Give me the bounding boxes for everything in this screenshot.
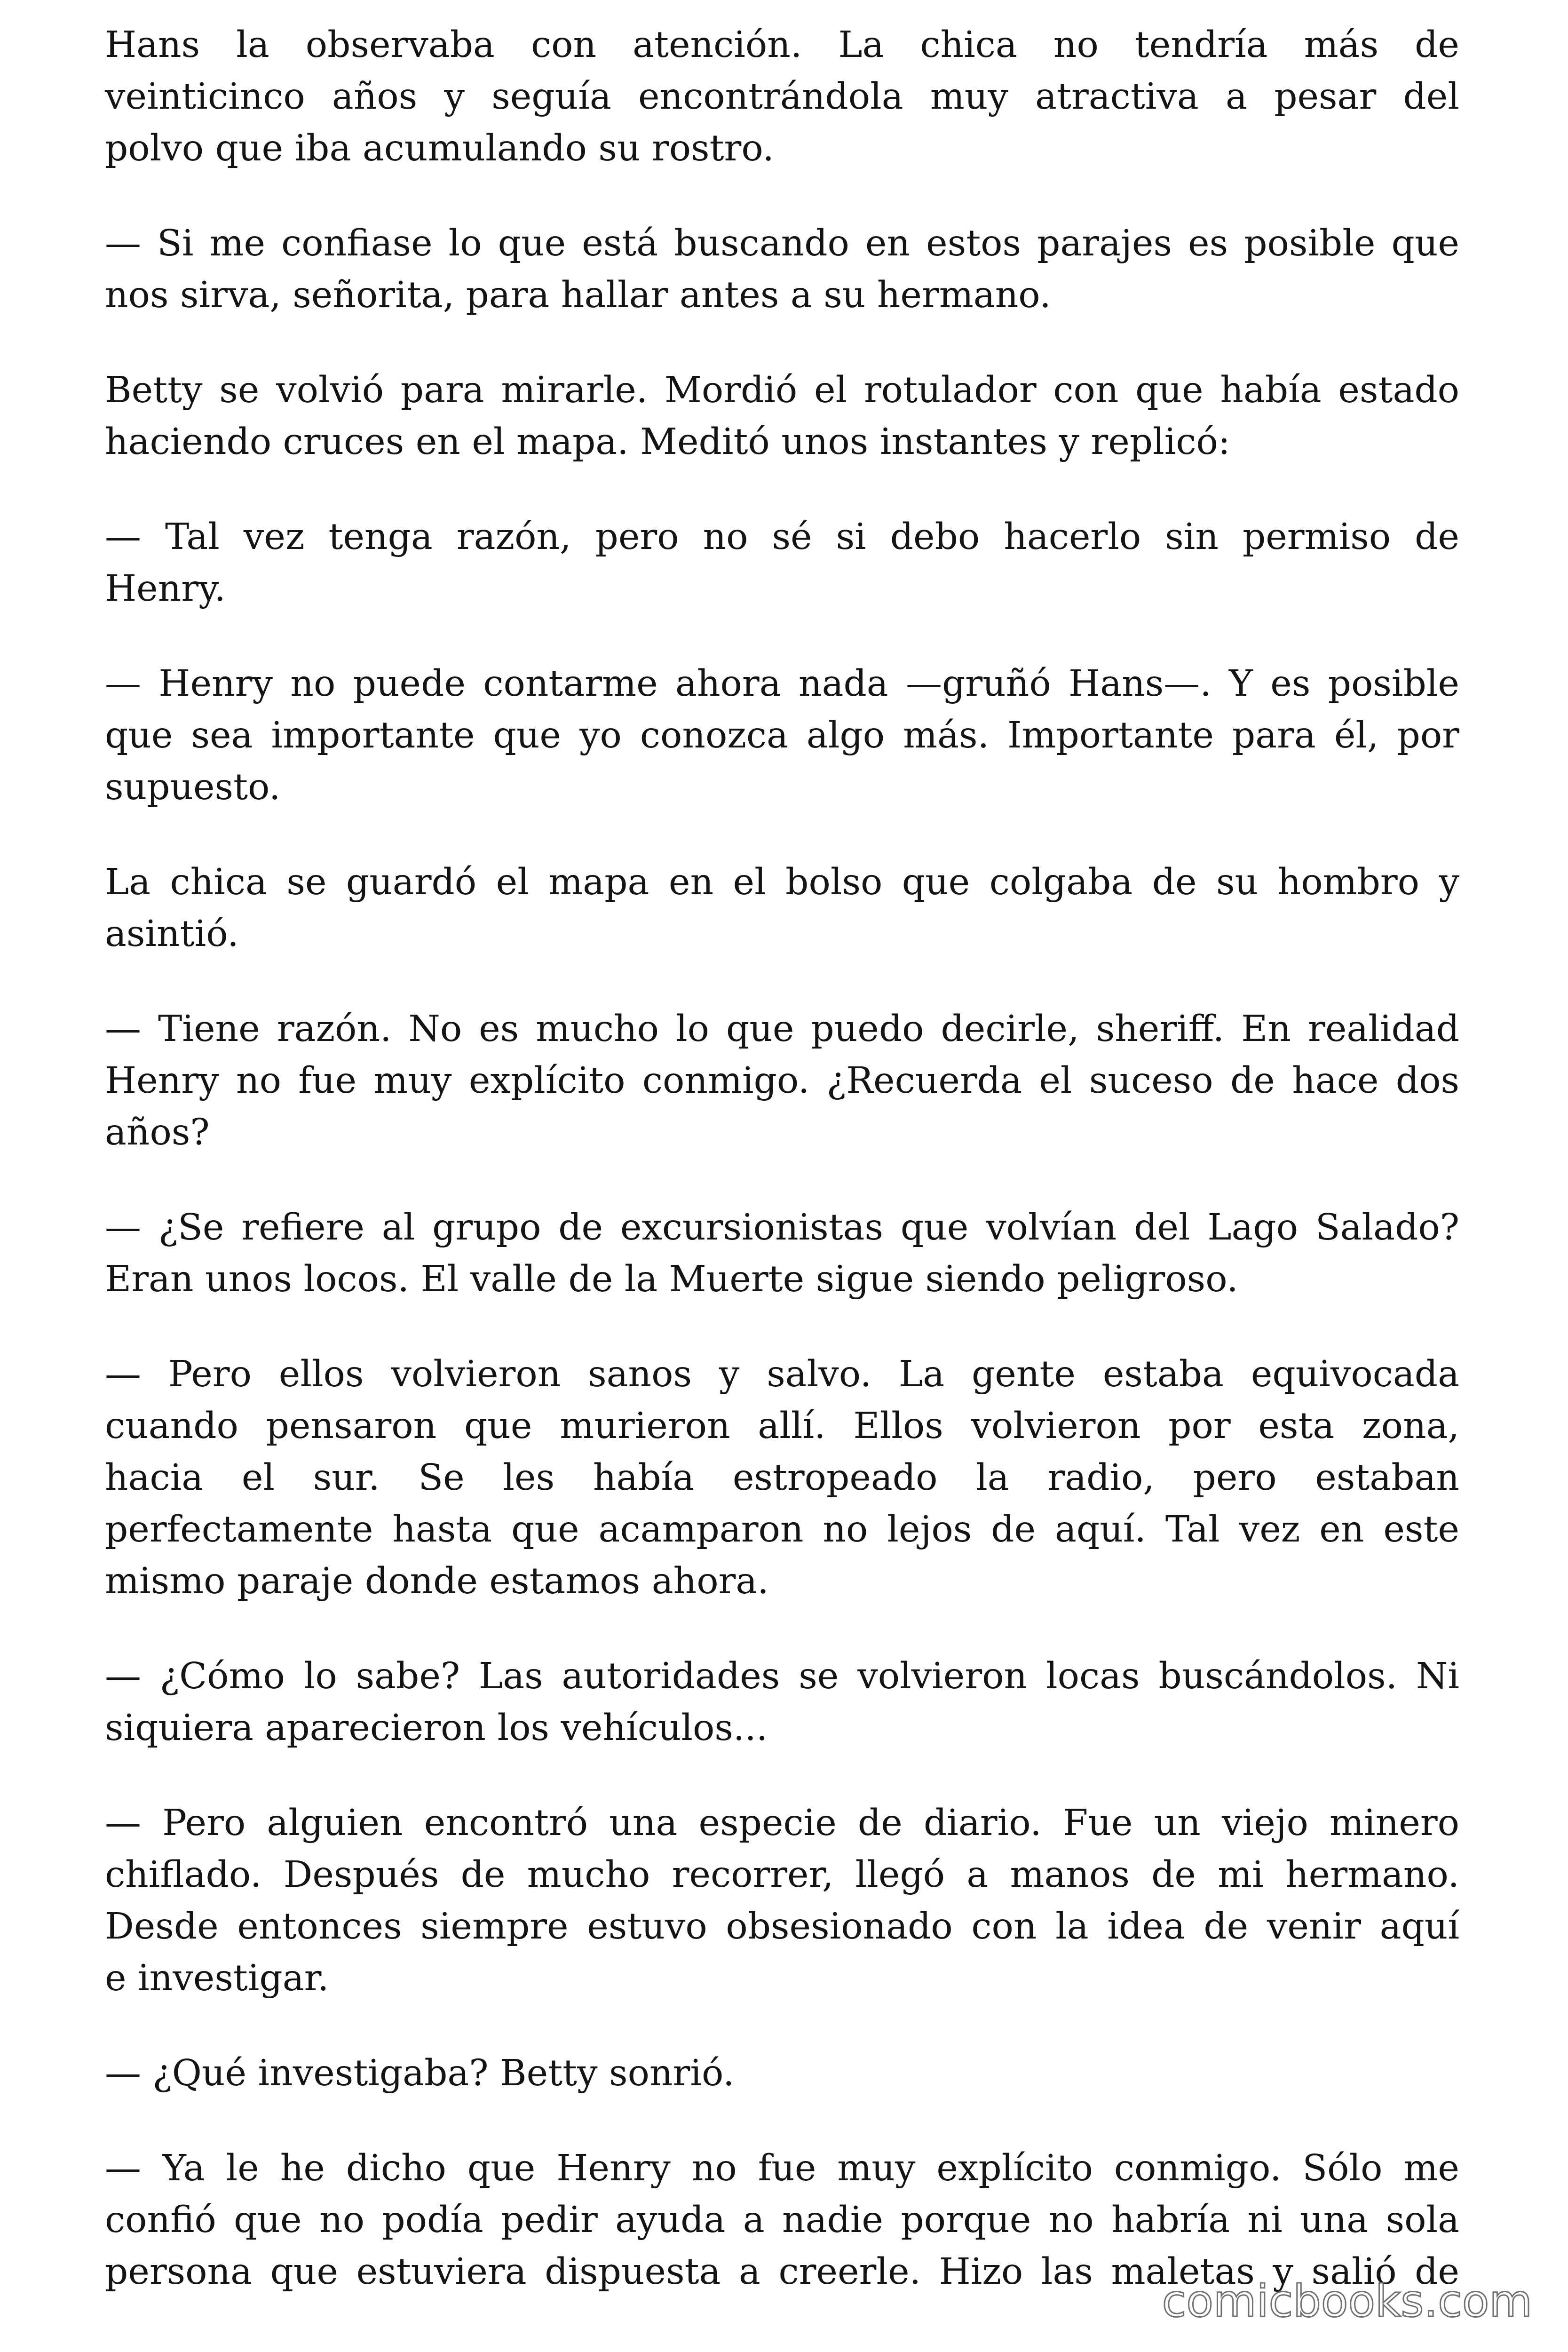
text-line: — Ya le he dicho que Henry no fue muy explícito conmigo. Sólo me — [105, 2147, 1459, 2189]
text-line: que sea importante que yo conozca algo más. Importante para él, por — [105, 715, 1459, 756]
text-line: cuando pensaron que murieron allí. Ellos volvieron por esta zona, — [105, 1405, 1459, 1447]
text-line: veinticinco años y seguía encontrándola muy atractiva a pesar del — [105, 76, 1459, 118]
paragraph — [105, 1349, 1459, 1607]
text-line: persona que estuviera dispuesta a creerle. Hizo las maletas y salió de — [105, 2251, 1459, 2293]
text-line: Desde entonces siempre estuvo obsesionado con la idea de venir aquí — [105, 1906, 1459, 1947]
text-line: hacia el sur. Se les había estropeado la radio, pero estaban — [105, 1457, 1459, 1499]
paragraph — [105, 1003, 1459, 1159]
text-line: — ¿Cómo lo sabe? Las autoridades se volvieron locas buscándolos. Ni — [105, 1655, 1459, 1697]
watermark-text: comicbooks.com — [1162, 2276, 1532, 2327]
text-line: — Henry no puede contarme ahora nada —gruñó Hans—. Y es posible — [105, 663, 1459, 705]
text-line: Henry no fue muy explícito conmigo. ¿Recuerda el suceso de hace dos — [105, 1060, 1459, 1102]
paragraph — [105, 511, 1459, 615]
text-line: — ¿Qué investigaba? Betty sonrió. — [105, 2052, 735, 2094]
paragraph — [105, 1202, 1459, 1305]
paragraph — [105, 19, 1459, 175]
text-line: — Tal vez tenga razón, pero no sé si debo hacerlo sin permiso de — [105, 516, 1459, 558]
paragraph — [105, 1797, 1459, 2004]
paragraph — [105, 857, 1459, 960]
text-line: e investigar. — [105, 1957, 329, 1999]
text-line: polvo que iba acumulando su rostro. — [105, 127, 774, 169]
text-line: perfectamente hasta que acamparon no lejos de aquí. Tal vez en este — [105, 1509, 1459, 1550]
text-line: nos sirva, señorita, para hallar antes a su hermano. — [105, 274, 1051, 316]
text-line: Henry. — [105, 568, 226, 610]
text-line: — Pero ellos volvieron sanos y salvo. La gente estaba equivocada — [105, 1353, 1459, 1395]
text-line: chiflado. Después de mucho recorrer, llegó a manos de mi hermano. — [105, 1854, 1459, 1896]
text-line: años? — [105, 1112, 210, 1153]
paragraph — [105, 1651, 1459, 1754]
text-line: — ¿Se refiere al grupo de excursionistas que volvían del Lago Salado? — [105, 1207, 1459, 1248]
text-line: Hans la observaba con atención. La chica no tendría más de — [105, 24, 1459, 66]
paragraph — [105, 218, 1459, 321]
text-line: — Si me confiase lo que está buscando en estos parajes es posible que — [105, 222, 1459, 264]
text-line: mismo paraje donde estamos ahora. — [105, 1560, 769, 1602]
text-line: asintió. — [105, 913, 239, 955]
text-line: haciendo cruces en el mapa. Meditó unos instantes y replicó: — [105, 421, 1230, 463]
text-line: Eran unos locos. El valle de la Muerte sigue siendo peligroso. — [105, 1258, 1238, 1300]
paragraph — [105, 658, 1459, 813]
paragraph — [105, 365, 1459, 468]
watermark — [1138, 2267, 1543, 2328]
text-line: confió que no podía pedir ayuda a nadie porque no habría ni una sola — [105, 2199, 1459, 2241]
text-line: — Pero alguien encontró una especie de diario. Fue un viejo minero — [105, 1802, 1459, 1844]
text-line: siquiera aparecieron los vehículos... — [105, 1707, 768, 1749]
text-line: — Tiene razón. No es mucho lo que puedo decirle, sheriff. En realidad — [105, 1008, 1459, 1050]
text-line: La chica se guardó el mapa en el bolso que colgaba de su hombro y — [105, 861, 1459, 903]
paragraph — [105, 2048, 1459, 2099]
text-column — [105, 19, 1459, 2298]
text-line: Betty se volvió para mirarle. Mordió el rotulador con que había estado — [105, 369, 1459, 411]
text-line: supuesto. — [105, 766, 281, 808]
